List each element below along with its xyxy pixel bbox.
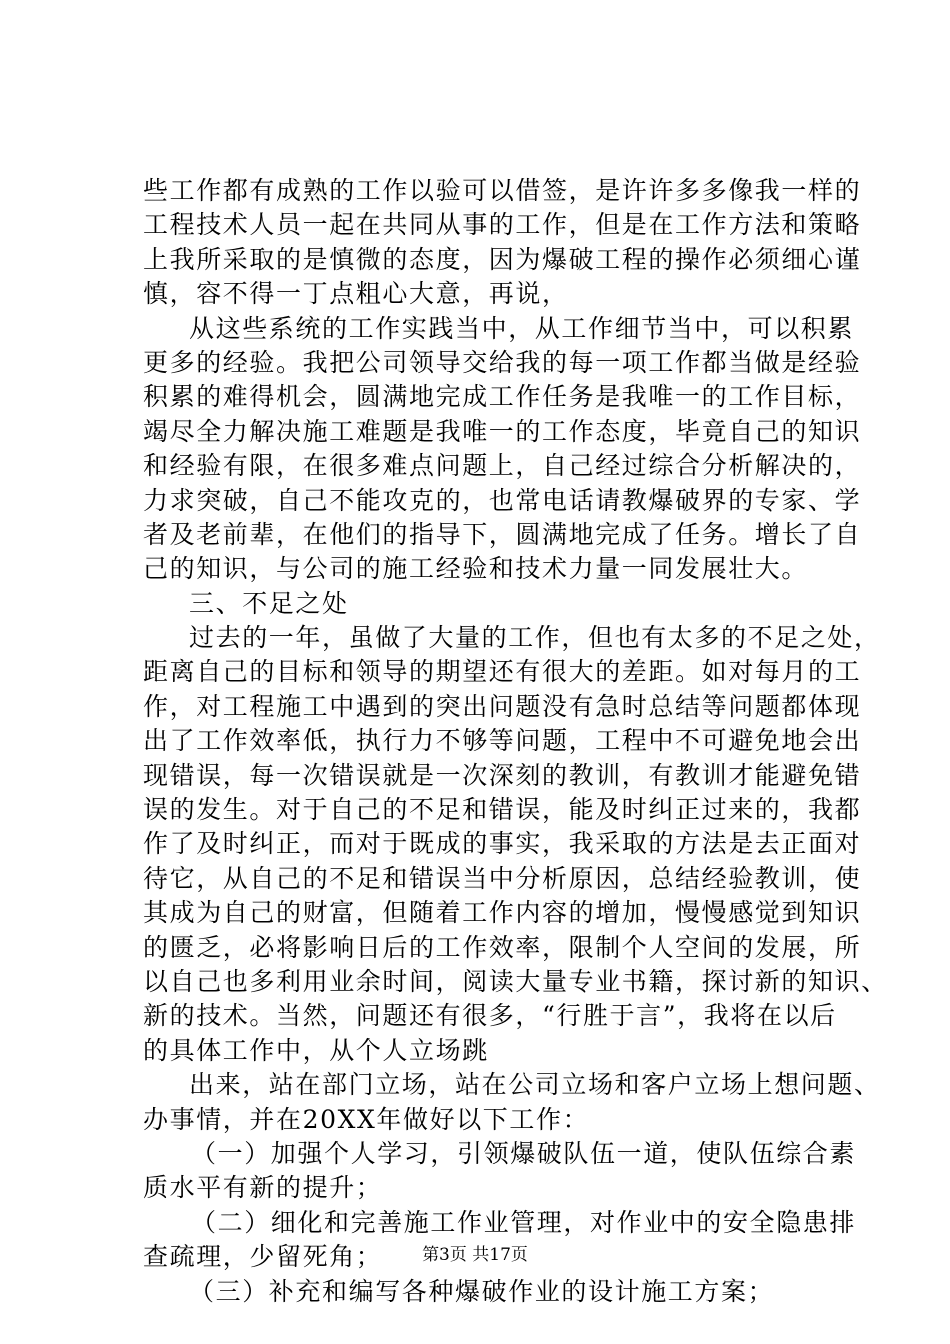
text-line: 查疏理，少留死角； <box>143 1242 383 1272</box>
text-line: 和经验有限，在很多难点问题上，自己经过综合分析解决的， <box>143 451 862 481</box>
list-item: （一）加强个人学习，引领爆破队伍一道，使队伍综合素 <box>191 1138 857 1168</box>
section-heading: 三、不足之处 <box>189 588 349 618</box>
text-line: 待它，从自己的不足和错误当中分析原因，总结经验教训，使 <box>143 863 862 893</box>
text-line: 误的发生。对于自己的不足和错误，能及时纠正过来的，我都 <box>143 795 862 825</box>
list-item: （二）细化和完善施工作业管理，对作业中的安全隐患排 <box>191 1207 857 1237</box>
page-number-footer: 第3页 共17页 <box>422 1245 528 1265</box>
text-line: 己的知识，与公司的施工经验和技术力量一同发展壮大。 <box>143 554 809 584</box>
text-line: 工程技术人员一起在共同从事的工作，但是在工作方法和策略 <box>143 210 862 240</box>
text-line: 过去的一年，虽做了大量的工作，但也有太多的不足之处， <box>189 623 881 653</box>
text-line: 其成为自己的财富，但随着工作内容的增加，慢慢感觉到知识 <box>143 898 862 928</box>
text-line: 竭尽全力解决施工难题是我唯一的工作态度，毕竟自己的知识 <box>143 416 862 446</box>
text-line: 现错误，每一次错误就是一次深刻的教训，有教训才能避免错 <box>143 760 862 790</box>
text-line: 慎，容不得一丁点粗心大意，再说， <box>143 279 569 309</box>
text-line: 办事情，并在20XX年做好以下工作： <box>143 1104 590 1134</box>
text-line: 积累的难得机会，圆满地完成工作任务是我唯一的工作目标， <box>143 382 862 412</box>
text-line: 距离自己的目标和领导的期望还有很大的差距。如对每月的工 <box>143 657 862 687</box>
text-line: 新的技术。当然，问题还有很多，“行胜于言”，我将在以后 <box>143 1001 837 1031</box>
text-line: 上我所采取的是慎微的态度，因为爆破工程的操作必须细心谨 <box>143 244 862 274</box>
text-line: 出来，站在部门立场，站在公司立场和客户立场上想问题、 <box>189 1070 881 1100</box>
text-line: 力求突破，自己不能攻克的，也常电话请教爆破界的专家、学 <box>143 485 862 515</box>
text-line: 作了及时纠正，而对于既成的事实，我采取的方法是去正面对 <box>143 829 862 859</box>
list-item: （三）补充和编写各种爆破作业的设计施工方案； <box>189 1276 775 1306</box>
text-line: 以自己也多利用业余时间，阅读大量专业书籍，探讨新的知识、 <box>143 966 888 996</box>
text-line: 出了工作效率低，执行力不够等问题，工程中不可避免地会出 <box>143 726 862 756</box>
text-line: 的匮乏，必将影响日后的工作效率，限制个人空间的发展，所 <box>143 932 862 962</box>
text-line: 从这些系统的工作实践当中，从工作细节当中，可以积累 <box>189 313 855 343</box>
body-text <box>143 174 888 1309</box>
text-line: 者及老前辈，在他们的指导下，圆满地完成了任务。增长了自 <box>143 519 862 549</box>
text-line: 的具体工作中，从个人立场跳 <box>143 1035 489 1065</box>
text-line: 作，对工程施工中遇到的突出问题没有急时总结等问题都体现 <box>143 691 862 721</box>
text-line: 更多的经验。我把公司领导交给我的每一项工作都当做是经验 <box>143 347 862 377</box>
text-line: 些工作都有成熟的工作以验可以借签，是许许多多像我一样的 <box>143 176 862 205</box>
text-line: 质水平有新的提升； <box>143 1173 383 1203</box>
